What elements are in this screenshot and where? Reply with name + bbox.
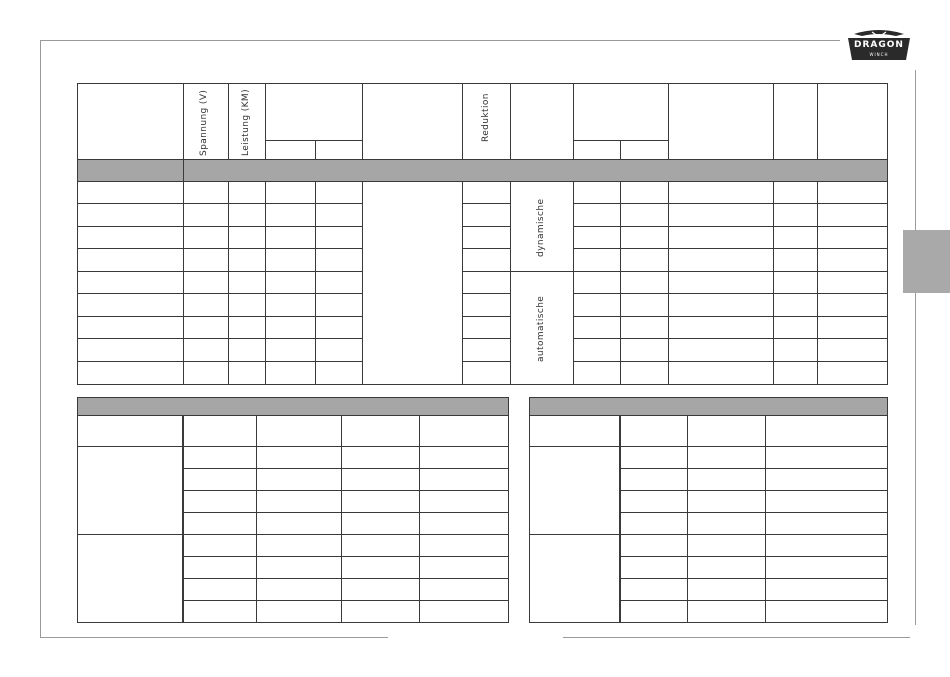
table-cell <box>463 249 511 272</box>
lower-right-table <box>529 397 888 623</box>
table-cell <box>463 294 511 317</box>
table-cell <box>229 272 266 294</box>
table-cell <box>229 249 266 272</box>
table-cell <box>574 249 621 272</box>
table-cell <box>818 272 888 294</box>
table-cell <box>766 579 888 601</box>
table-cell <box>766 513 888 535</box>
table-cell <box>420 469 509 491</box>
lower-left-table <box>77 397 509 623</box>
table-cell <box>229 204 266 227</box>
table-cell <box>183 601 257 623</box>
page-frame-right <box>915 70 916 625</box>
lower-left-group-cell <box>78 447 183 535</box>
table-cell <box>78 339 184 362</box>
table-cell <box>621 204 669 227</box>
table-cell <box>420 513 509 535</box>
table-cell <box>266 362 316 385</box>
table-cell <box>463 317 511 339</box>
table-cell <box>420 535 509 557</box>
logo-brand-text: DRAGON <box>854 40 904 50</box>
table-cell <box>342 535 420 557</box>
table-cell <box>818 339 888 362</box>
table-cell <box>688 469 766 491</box>
lower-right-group-cell <box>530 535 620 623</box>
table-cell <box>818 227 888 249</box>
table-cell <box>774 204 818 227</box>
brake-dynamic-label: dynamische <box>536 198 546 257</box>
table-cell <box>669 362 774 385</box>
table-cell <box>316 294 363 317</box>
table-cell <box>574 339 621 362</box>
table-cell <box>184 317 229 339</box>
table-cell <box>818 204 888 227</box>
table-cell <box>774 272 818 294</box>
lower-right-header-cell <box>766 416 888 447</box>
table-cell <box>78 182 184 204</box>
table-cell <box>669 182 774 204</box>
table-cell <box>774 362 818 385</box>
table-cell <box>183 535 257 557</box>
table-cell <box>621 182 669 204</box>
table-cell <box>420 579 509 601</box>
table-cell <box>184 227 229 249</box>
header-cell-col6 <box>363 84 463 160</box>
header-cell-brake <box>511 84 574 160</box>
table-cell <box>669 339 774 362</box>
table-cell <box>342 513 420 535</box>
table-cell <box>257 557 342 579</box>
table-cell <box>184 204 229 227</box>
table-cell <box>621 362 669 385</box>
table-cell <box>574 362 621 385</box>
table-cell <box>620 447 688 469</box>
table-cell <box>184 362 229 385</box>
table-cell <box>574 182 621 204</box>
table-cell <box>688 601 766 623</box>
power-header-label: Leistung (KM) <box>241 89 251 156</box>
table-cell <box>316 182 363 204</box>
table-cell <box>78 204 184 227</box>
header-subcell <box>574 141 621 160</box>
table-cell <box>183 513 257 535</box>
table-cell <box>688 535 766 557</box>
table-cell <box>183 469 257 491</box>
table-cell <box>621 227 669 249</box>
table-cell <box>78 294 184 317</box>
table-cell <box>766 557 888 579</box>
table-cell <box>766 601 888 623</box>
table-cell <box>266 294 316 317</box>
lower-left-group-cell <box>78 535 183 623</box>
table-cell <box>229 362 266 385</box>
section-band-left <box>78 160 184 182</box>
lower-left-header-band <box>78 398 509 416</box>
table-cell <box>818 249 888 272</box>
table-cell <box>420 491 509 513</box>
table-cell <box>342 447 420 469</box>
table-cell <box>669 294 774 317</box>
table-cell <box>342 557 420 579</box>
table-cell <box>78 249 184 272</box>
table-cell <box>316 317 363 339</box>
table-cell <box>766 447 888 469</box>
table-cell <box>342 579 420 601</box>
table-cell <box>78 227 184 249</box>
table-cell <box>774 294 818 317</box>
table-cell <box>621 272 669 294</box>
table-cell <box>774 249 818 272</box>
table-cell <box>620 601 688 623</box>
table-cell <box>620 469 688 491</box>
table-cell <box>266 249 316 272</box>
table-cell <box>229 182 266 204</box>
table-cell <box>688 557 766 579</box>
lower-right-header-band <box>530 398 888 416</box>
table-cell <box>257 469 342 491</box>
table-cell <box>183 579 257 601</box>
table-cell <box>818 317 888 339</box>
table-cell <box>463 272 511 294</box>
table-cell <box>257 601 342 623</box>
lower-right-header-cell <box>620 416 688 447</box>
table-cell <box>669 272 774 294</box>
page-frame-left <box>40 40 41 638</box>
table-cell <box>229 317 266 339</box>
table-cell <box>620 535 688 557</box>
table-cell <box>78 272 184 294</box>
voltage-header-label: Spannung (V) <box>199 89 209 156</box>
table-cell <box>184 294 229 317</box>
table-cell <box>774 182 818 204</box>
table-cell <box>688 491 766 513</box>
table-cell <box>316 204 363 227</box>
table-cell <box>316 249 363 272</box>
table-cell <box>818 294 888 317</box>
table-cell <box>620 579 688 601</box>
table-cell <box>818 362 888 385</box>
table-cell <box>342 491 420 513</box>
table-cell <box>78 362 184 385</box>
table-cell <box>342 469 420 491</box>
table-cell <box>420 557 509 579</box>
table-cell <box>766 469 888 491</box>
header-cell-model <box>78 84 184 160</box>
header-cell-col13 <box>818 84 888 160</box>
header-subcell <box>316 141 363 160</box>
table-cell <box>463 339 511 362</box>
table-cell <box>688 513 766 535</box>
header-cell-group-1 <box>266 84 363 141</box>
header-cell-col12 <box>774 84 818 160</box>
header-subcell <box>266 141 316 160</box>
table-cell <box>229 294 266 317</box>
table-cell <box>669 204 774 227</box>
table-cell <box>621 249 669 272</box>
table-cell <box>183 557 257 579</box>
side-section-tab <box>903 230 950 293</box>
table-cell <box>257 579 342 601</box>
table-cell <box>257 491 342 513</box>
table-cell <box>620 513 688 535</box>
logo-sub-text: WINCH <box>869 52 889 57</box>
table-cell <box>78 317 184 339</box>
table-cell <box>574 317 621 339</box>
header-cell-col11 <box>669 84 774 160</box>
page-frame-top <box>40 40 840 41</box>
table-cell <box>342 601 420 623</box>
table-cell <box>620 491 688 513</box>
table-cell <box>621 339 669 362</box>
table-cell <box>669 227 774 249</box>
table-cell <box>316 339 363 362</box>
table-cell <box>688 447 766 469</box>
table-cell <box>257 535 342 557</box>
table-cell <box>621 317 669 339</box>
table-cell <box>266 182 316 204</box>
table-cell <box>669 317 774 339</box>
table-cell <box>266 317 316 339</box>
table-cell <box>774 317 818 339</box>
table-cell <box>574 272 621 294</box>
merged-cell-col6 <box>363 182 463 385</box>
lower-right-header-cell <box>530 416 620 447</box>
table-cell <box>266 227 316 249</box>
table-cell <box>266 339 316 362</box>
table-cell <box>266 204 316 227</box>
lower-left-header-cell <box>78 416 183 447</box>
table-cell <box>688 579 766 601</box>
page-frame-bottom-left <box>40 637 388 638</box>
table-cell <box>183 447 257 469</box>
table-cell <box>463 204 511 227</box>
table-cell <box>184 272 229 294</box>
table-cell <box>184 339 229 362</box>
table-cell <box>316 362 363 385</box>
table-cell <box>574 294 621 317</box>
table-cell <box>184 249 229 272</box>
table-cell <box>620 557 688 579</box>
table-cell <box>420 601 509 623</box>
lower-right-header-cell <box>688 416 766 447</box>
table-cell <box>229 339 266 362</box>
table-cell <box>621 294 669 317</box>
page-frame-bottom-right <box>563 637 910 638</box>
lower-right-group-cell <box>530 447 620 535</box>
table-cell <box>774 339 818 362</box>
table-cell <box>463 182 511 204</box>
table-cell <box>774 227 818 249</box>
table-cell <box>574 227 621 249</box>
header-cell-group-2 <box>574 84 669 141</box>
lower-left-header-cell <box>342 416 420 447</box>
table-cell <box>316 272 363 294</box>
table-cell <box>669 249 774 272</box>
lower-left-header-cell <box>257 416 342 447</box>
table-cell <box>183 491 257 513</box>
table-cell <box>420 447 509 469</box>
table-cell <box>229 227 266 249</box>
table-cell <box>463 227 511 249</box>
table-cell <box>818 182 888 204</box>
table-cell <box>266 272 316 294</box>
table-cell <box>184 182 229 204</box>
section-band <box>184 160 888 182</box>
lower-left-header-cell <box>183 416 257 447</box>
reduction-header-label: Reduktion <box>481 93 491 142</box>
header-subcell <box>621 141 669 160</box>
table-cell <box>463 362 511 385</box>
table-cell <box>257 447 342 469</box>
table-cell <box>574 204 621 227</box>
table-cell <box>766 491 888 513</box>
dragon-winch-logo <box>844 28 914 66</box>
brake-automatic-label: automatische <box>536 295 546 362</box>
table-cell <box>316 227 363 249</box>
lower-left-header-cell <box>420 416 509 447</box>
table-cell <box>766 535 888 557</box>
table-cell <box>257 513 342 535</box>
